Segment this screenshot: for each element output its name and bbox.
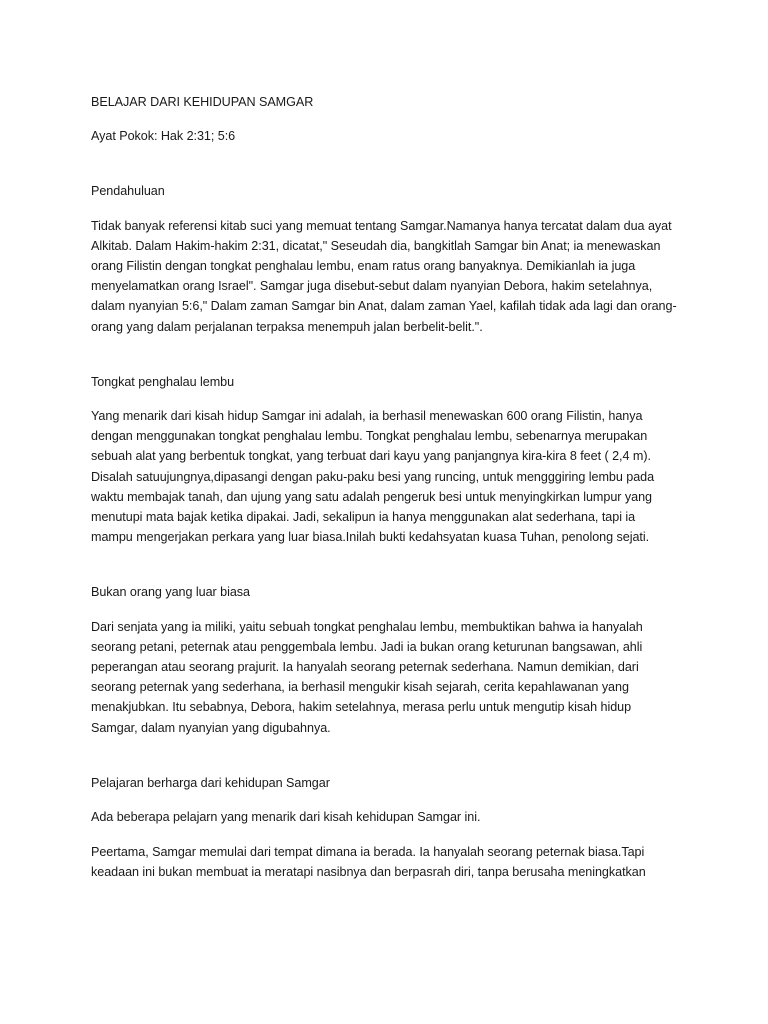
paragraph-line: Disalah satuujungnya,dipasangi dengan paku-paku besi yang runcing, untuk mengggiring lembu pada <box>91 469 655 484</box>
paragraph-line: dalam nyanyian 5:6," Dalam zaman Samgar bin Anat, dalam zaman Yael, kafilah tidak ada lagi dan orang- <box>91 299 677 314</box>
paragraph-line: seorang petani, peternak atau penggembala lembu. Jadi ia bukan orang keturunan bangsawan, ahli <box>91 639 643 654</box>
paragraph-line: Peertama, Samgar memulai dari tempat dimana ia berada. Ia hanyalah seorang peternak biasa.Tapi <box>91 845 645 860</box>
document-title: BELAJAR DARI KEHIDUPAN SAMGAR <box>91 95 314 109</box>
paragraph <box>91 617 691 738</box>
paragraph-line: dengan menggunakan tongkat penghalau lembu. Tongkat penghalau lembu, sebenarnya merupakan <box>91 429 648 444</box>
paragraph-line: orang Filistin dengan tongkat penghalau lembu, enam ratus orang banyaknya. Demikianlah ia juga <box>91 259 636 274</box>
paragraph-line: Ada beberapa pelajarn yang menarik dari kisah kehidupan Samgar ini. <box>91 810 481 825</box>
paragraph-line: sebuah alat yang berbentuk tongkat, yang terbuat dari kayu yang panjangnya kira-kira 8 feet ( 2,4 m). <box>91 449 651 464</box>
paragraph-line: menakjubkan. Itu sebabnya, Debora, hakim setelahnya, merasa perlu untuk mengutip kisah hidup <box>91 700 632 715</box>
paragraph-line: Tidak banyak referensi kitab suci yang memuat tentang Samgar.Namanya hanya tercatat dalam dua ayat <box>91 218 672 233</box>
paragraph <box>91 216 691 337</box>
paragraph-line: menyelamatkan orang Israel". Samgar juga disebut-sebut dalam nyanyian Debora, hakim setelahnya, <box>91 279 653 294</box>
paragraph-line: peperangan atau seorang prajurit. Ia hanyalah seorang peternak sederhana. Namun demikian, dari <box>91 660 639 675</box>
paragraph-line: menutupi mata bajak ketika dipakai. Jadi, sekalipun ia hanya menggunakan alat sederhana, tapi ia <box>91 510 636 525</box>
paragraph-line: Dari senjata yang ia miliki, yaitu sebuah tongkat penghalau lembu, membuktikan bahwa ia hanyalah <box>91 619 643 634</box>
paragraph-line: waktu membajak tanah, dan ujung yang satu adalah pengeruk besi untuk menyingkirkan lumpur yang <box>91 489 652 504</box>
key-verse: Ayat Pokok: Hak 2:31; 5:6 <box>91 129 236 144</box>
paragraph-line: seorang peternak yang sederhana, ia berhasil mengukir kisah sejarah, cerita kepahlawanan yang <box>91 680 629 695</box>
document-page <box>91 92 691 898</box>
section-heading-bukan-orang: Bukan orang yang luar biasa <box>91 585 250 600</box>
paragraph-line: orang yang dalam perjalanan terpaksa menempuh jalan berbelit-belit.". <box>91 319 483 334</box>
paragraph <box>91 807 691 827</box>
paragraph-line: Samgar, dalam nyanyian yang digubahnya. <box>91 720 331 735</box>
paragraph-line: keadaan ini bukan membuat ia meratapi nasibnya dan berpasrah diri, tanpa berusaha meningkatkan <box>91 865 646 880</box>
paragraph-line: Alkitab. Dalam Hakim-hakim 2:31, dicatat," Seseudah dia, bangkitlah Samgar bin Anat; ia menewaskan <box>91 238 661 253</box>
section-heading-pelajaran: Pelajaran berharga dari kehidupan Samgar <box>91 775 330 790</box>
paragraph-line: mampu mengerjakan perkara yang luar biasa.Inilah bukti kedahsyatan kuasa Tuhan, penolong sejati. <box>91 530 650 545</box>
section-heading-pendahuluan: Pendahuluan <box>91 184 165 199</box>
section-heading-tongkat: Tongkat penghalau lembu <box>91 374 235 389</box>
paragraph-line: Yang menarik dari kisah hidup Samgar ini adalah, ia berhasil menewaskan 600 orang Filistin, hanya <box>91 409 643 424</box>
paragraph <box>91 842 691 882</box>
paragraph <box>91 406 691 547</box>
